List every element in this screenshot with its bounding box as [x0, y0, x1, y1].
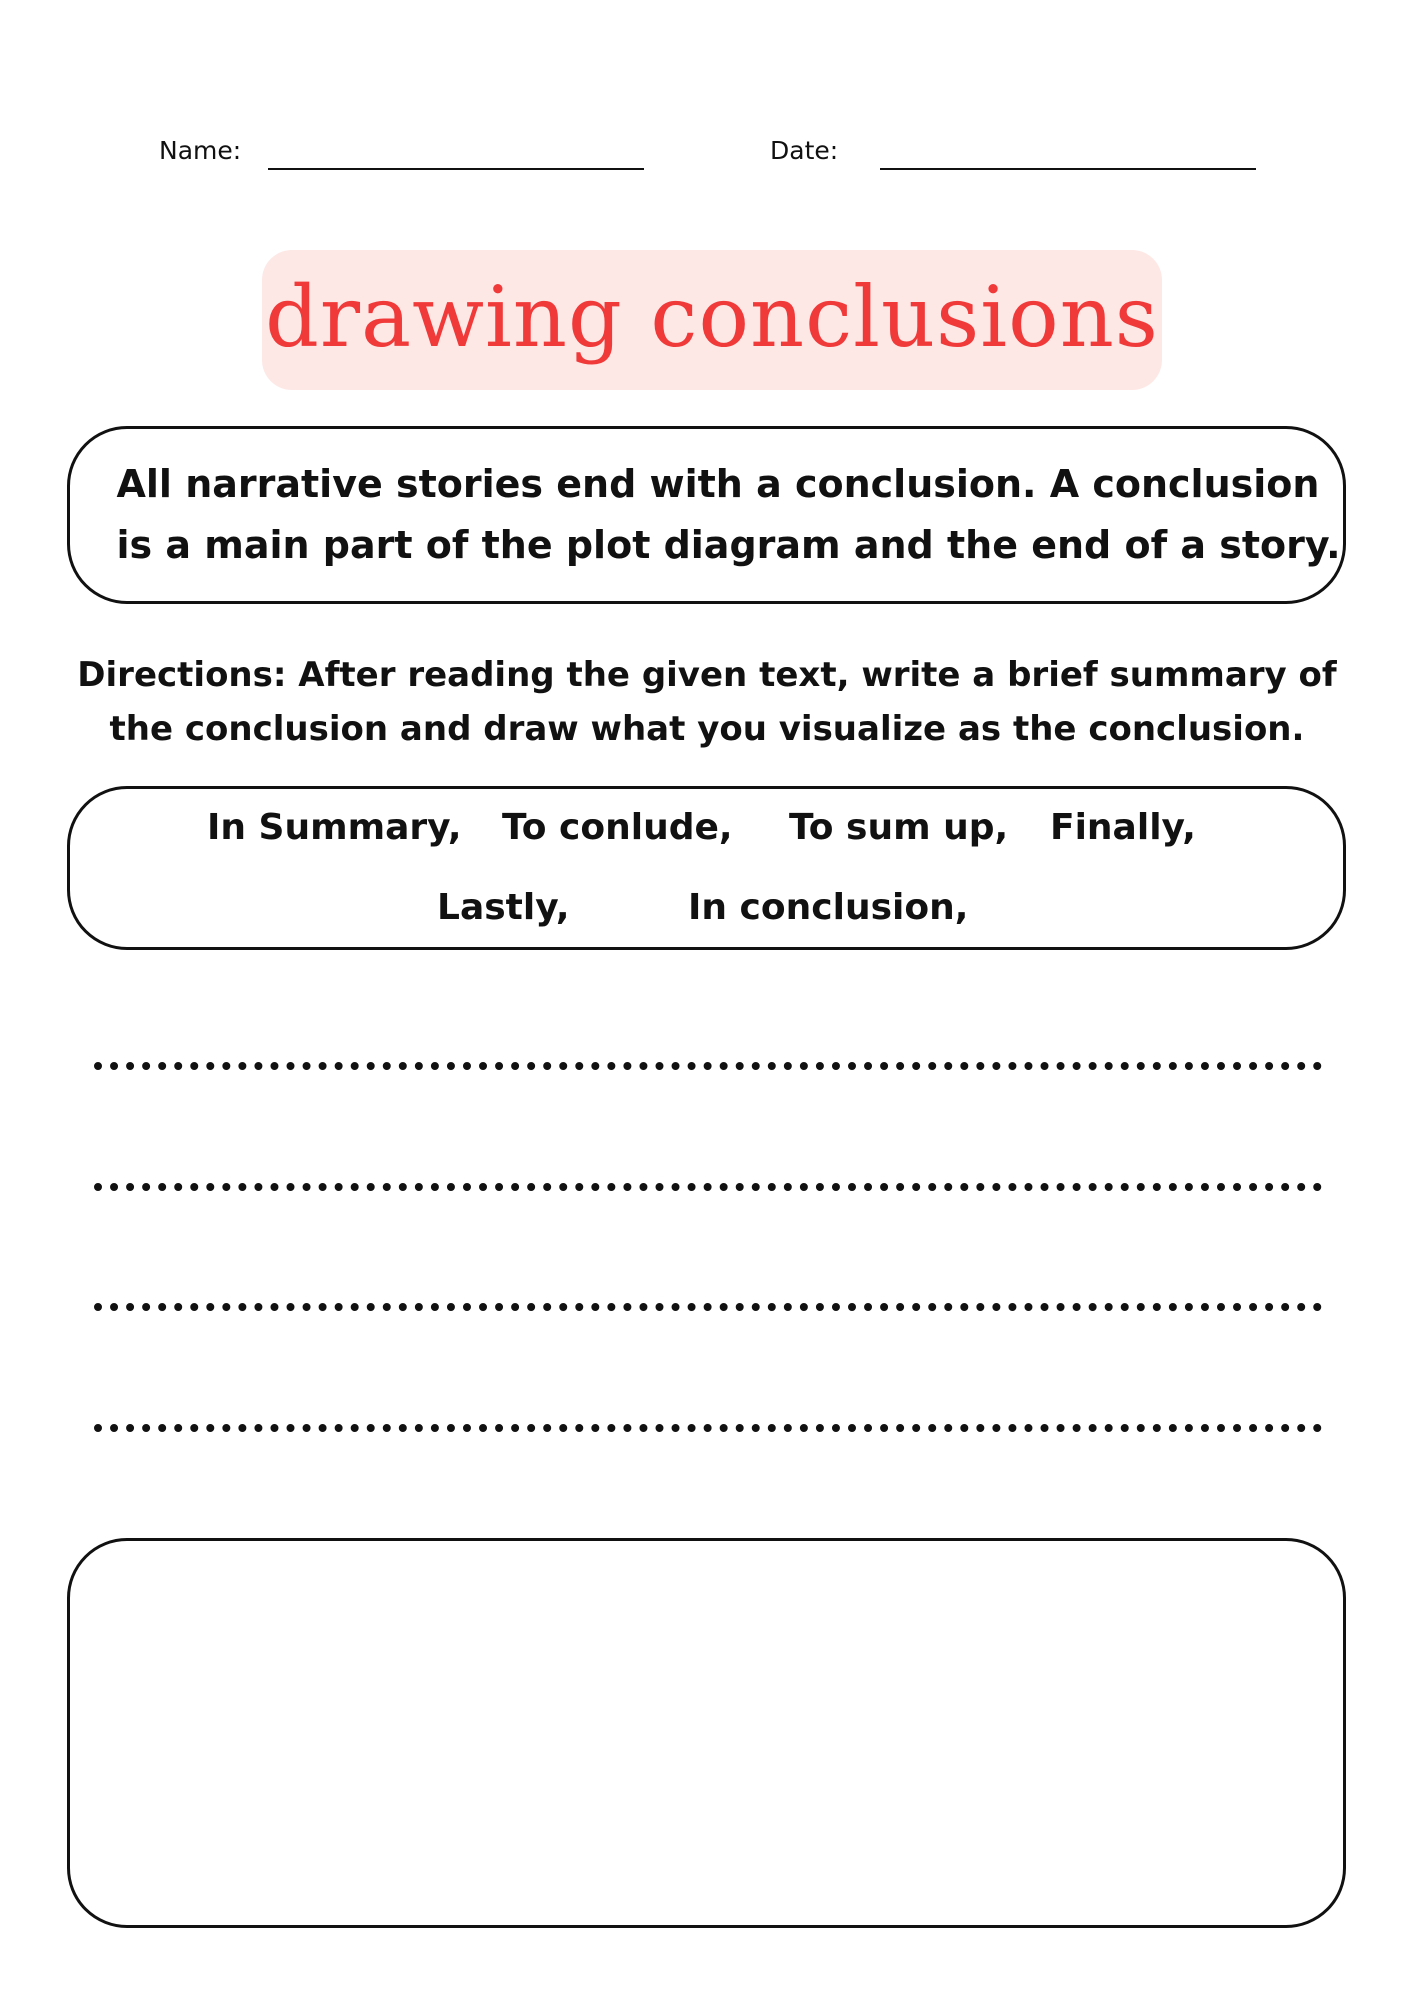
transition-word: To conlude,: [502, 807, 733, 848]
transition-word: In Summary,: [207, 807, 462, 848]
date-label: Date:: [770, 136, 839, 165]
transition-words-box: [67, 786, 1346, 950]
date-field[interactable]: [700, 130, 1414, 170]
transition-word: Finally,: [1050, 807, 1196, 848]
transition-word: Lastly,: [437, 887, 570, 928]
date-input-line[interactable]: [880, 168, 1256, 170]
intro-line-2: is a main part of the plot diagram and the end of a story.: [116, 523, 1341, 567]
transition-word: To sum up,: [789, 807, 1009, 848]
directions: [40, 648, 1374, 756]
directions-line-1: Directions: After reading the given text, write a brief summary of: [77, 655, 1337, 695]
name-label: Name:: [159, 136, 242, 165]
intro-box: [67, 426, 1346, 604]
name-input-line[interactable]: [268, 168, 644, 170]
page-title: drawing conclusions: [265, 268, 1159, 366]
writing-line[interactable]: [94, 1183, 1322, 1191]
intro-line-1: All narrative stories end with a conclusion. A conclusion: [116, 462, 1320, 506]
writing-line[interactable]: [94, 1424, 1322, 1432]
name-field[interactable]: [0, 130, 700, 170]
directions-line-2: the conclusion and draw what you visualize as the conclusion.: [109, 709, 1305, 749]
writing-line[interactable]: [94, 1303, 1322, 1311]
transition-word: In conclusion,: [688, 887, 969, 928]
intro-text: [116, 454, 1341, 576]
drawing-area[interactable]: [67, 1538, 1346, 1928]
writing-line[interactable]: [94, 1062, 1322, 1070]
title-banner: [262, 250, 1162, 390]
